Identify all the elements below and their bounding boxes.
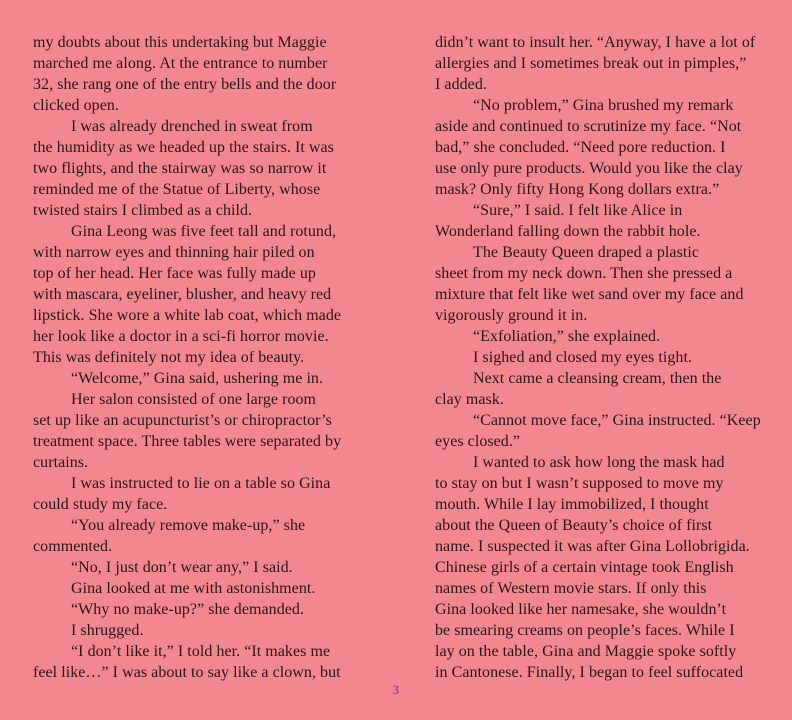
text-line: “Welcome,” Gina said, ushering me in. <box>71 370 324 387</box>
text-line: set up like an acupuncturist’s or chiropractor’s <box>33 412 332 429</box>
text-line: Gina looked at me with astonishment. <box>71 580 316 597</box>
text-line: Wonderland falling down the rabbit hole. <box>435 223 701 240</box>
text-line: clicked open. <box>33 97 119 114</box>
text-line: names of Western movie stars. If only this <box>435 580 707 597</box>
text-line: be smearing creams on people’s faces. While I <box>435 622 735 639</box>
text-line: I sighed and closed my eyes tight. <box>473 349 692 366</box>
right-column <box>435 32 765 683</box>
text-line: about the Queen of Beauty’s choice of first <box>435 517 713 534</box>
text-line: Gina looked like her namesake, she wouldn’t <box>435 601 727 618</box>
text-line: two flights, and the stairway was so narrow it <box>33 160 327 177</box>
text-line: curtains. <box>33 454 89 471</box>
text-line: treatment space. Three tables were separated by <box>33 433 342 450</box>
text-line: my doubts about this undertaking but Maggie <box>33 34 327 51</box>
text-line: “I don’t like it,” I told her. “It makes me <box>71 643 331 660</box>
text-line: Chinese girls of a certain vintage took English <box>435 559 734 576</box>
text-line: name. I suspected it was after Gina Lollobrigida. <box>435 538 750 555</box>
text-line: mask? Only fifty Hong Kong dollars extra.” <box>435 181 720 198</box>
text-line: Her salon consisted of one large room <box>71 391 317 408</box>
text-line: didn’t want to insult her. “Anyway, I have a lot of <box>435 34 756 51</box>
text-line: mouth. While I lay immobilized, I thought <box>435 496 709 513</box>
text-line: eyes closed.” <box>435 433 521 450</box>
text-line: feel like…” I was about to say like a clown, but <box>33 664 341 681</box>
left-column <box>33 32 363 683</box>
text-line: The Beauty Queen draped a plastic <box>473 244 700 261</box>
text-line: mixture that felt like wet sand over my face and <box>435 286 744 303</box>
text-line: the humidity as we headed up the stairs. It was <box>33 139 334 156</box>
text-line: bad,” she concluded. “Need pore reduction. I <box>435 139 726 156</box>
text-line: “Cannot move face,” Gina instructed. “Keep <box>473 412 761 429</box>
text-line: marched me along. At the entrance to number <box>33 55 328 72</box>
text-line: reminded me of the Statue of Liberty, whose <box>33 181 321 198</box>
text-line: 32, she rang one of the entry bells and the door <box>33 76 337 93</box>
text-line: lay on the table, Gina and Maggie spoke softly <box>435 643 737 660</box>
text-line: “No problem,” Gina brushed my remark <box>473 97 734 114</box>
text-line: “You already remove make-up,” she <box>71 517 306 534</box>
text-line: top of her head. Her face was fully made up <box>33 265 316 282</box>
page-number: 3 <box>392 682 400 697</box>
text-line: I shrugged. <box>71 622 144 639</box>
text-line: to stay on but I wasn’t supposed to move my <box>435 475 724 492</box>
text-line: I was instructed to lie on a table so Gina <box>71 475 331 492</box>
text-line: aside and continued to scrutinize my face. “Not <box>435 118 742 135</box>
text-line: Gina Leong was five feet tall and rotund, <box>71 223 337 240</box>
text-line: “Sure,” I said. I felt like Alice in <box>473 202 683 219</box>
text-line: her look like a doctor in a sci-fi horror movie. <box>33 328 329 345</box>
text-line: sheet from my neck down. Then she pressed a <box>435 265 733 282</box>
text-line: lipstick. She wore a white lab coat, which made <box>33 307 342 324</box>
text-line: with narrow eyes and thinning hair piled on <box>33 244 315 261</box>
text-line: could study my face. <box>33 496 168 513</box>
text-line: “Exfoliation,” she explained. <box>473 328 661 345</box>
text-line: Next came a cleansing cream, then the <box>473 370 722 387</box>
text-line: I was already drenched in sweat from <box>71 118 313 135</box>
text-line: commented. <box>33 538 113 555</box>
text-line: with mascara, eyeliner, blusher, and heavy red <box>33 286 332 303</box>
text-line: I wanted to ask how long the mask had <box>473 454 725 471</box>
text-line: in Cantonese. Finally, I began to feel suffocated <box>435 664 744 681</box>
text-line: use only pure products. Would you like the clay <box>435 160 743 177</box>
text-line: I added. <box>435 76 487 93</box>
text-line: clay mask. <box>435 391 504 408</box>
text-line: “Why no make-up?” she demanded. <box>71 601 305 618</box>
text-line: This was definitely not my idea of beauty. <box>33 349 305 366</box>
text-line: vigorously ground it in. <box>435 307 588 324</box>
text-line: allergies and I sometimes break out in pimples,” <box>435 55 747 72</box>
text-line: “No, I just don’t wear any,” I said. <box>71 559 293 576</box>
text-line: twisted stairs I climbed as a child. <box>33 202 253 219</box>
